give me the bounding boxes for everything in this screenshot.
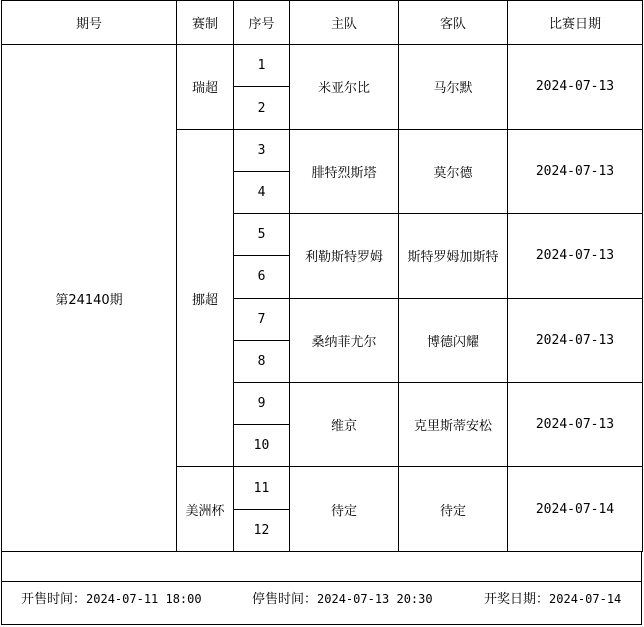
home-team-cell: 桑纳菲尤尔 xyxy=(290,298,399,382)
sale-start-info xyxy=(21,588,202,607)
draw-date-info xyxy=(484,588,621,607)
index-cell: 2 xyxy=(234,87,290,129)
index-cell: 11 xyxy=(234,467,290,509)
index-cell: 5 xyxy=(234,214,290,256)
draw-date-value: 2024-07-14 xyxy=(549,592,622,606)
index-cell: 7 xyxy=(234,298,290,340)
match-date-cell: 2024-07-13 xyxy=(508,298,643,382)
away-team-cell: 莫尔德 xyxy=(399,129,508,213)
header-away-team: 客队 xyxy=(399,1,508,45)
index-cell: 3 xyxy=(234,129,290,171)
match-date-cell: 2024-07-13 xyxy=(508,382,643,466)
lottery-schedule-table xyxy=(1,0,643,552)
header-period: 期号 xyxy=(2,1,177,45)
league-cell: 挪超 xyxy=(177,129,234,467)
empty-spacer-row xyxy=(1,552,642,582)
sale-start-value: 2024-07-11 18:00 xyxy=(86,592,202,606)
home-team-cell: 腓特烈斯塔 xyxy=(290,129,399,213)
match-date-cell: 2024-07-13 xyxy=(508,214,643,298)
away-team-cell: 博德闪耀 xyxy=(399,298,508,382)
index-cell: 1 xyxy=(234,45,290,87)
home-team-cell: 利勒斯特罗姆 xyxy=(290,214,399,298)
index-cell: 10 xyxy=(234,425,290,467)
header-home-team: 主队 xyxy=(290,1,399,45)
draw-date-label: 开奖日期： xyxy=(484,592,550,607)
index-cell: 4 xyxy=(234,171,290,213)
league-cell: 美洲杯 xyxy=(177,467,234,552)
index-cell: 9 xyxy=(234,382,290,424)
table-header-row xyxy=(2,1,643,45)
match-date-cell: 2024-07-13 xyxy=(508,129,643,213)
index-cell: 12 xyxy=(234,509,290,551)
sale-stop-label: 停售时间： xyxy=(252,592,318,607)
header-index: 序号 xyxy=(234,1,290,45)
away-team-cell: 克里斯蒂安松 xyxy=(399,382,508,466)
index-cell: 6 xyxy=(234,256,290,298)
table-row xyxy=(2,45,643,87)
sale-start-label: 开售时间： xyxy=(21,592,87,607)
sale-stop-info xyxy=(252,588,433,607)
home-team-cell: 维京 xyxy=(290,382,399,466)
sale-stop-value: 2024-07-13 20:30 xyxy=(317,592,433,606)
home-team-cell: 待定 xyxy=(290,467,399,552)
index-cell: 8 xyxy=(234,340,290,382)
away-team-cell: 马尔默 xyxy=(399,45,508,129)
header-match-date: 比赛日期 xyxy=(508,1,643,45)
period-cell: 第24140期 xyxy=(2,45,177,552)
away-team-cell: 斯特罗姆加斯特 xyxy=(399,214,508,298)
home-team-cell: 米亚尔比 xyxy=(290,45,399,129)
match-date-cell: 2024-07-14 xyxy=(508,467,643,552)
away-team-cell: 待定 xyxy=(399,467,508,552)
match-date-cell: 2024-07-13 xyxy=(508,45,643,129)
header-format: 赛制 xyxy=(177,1,234,45)
sale-info-footer xyxy=(1,582,642,625)
league-cell: 瑞超 xyxy=(177,45,234,129)
